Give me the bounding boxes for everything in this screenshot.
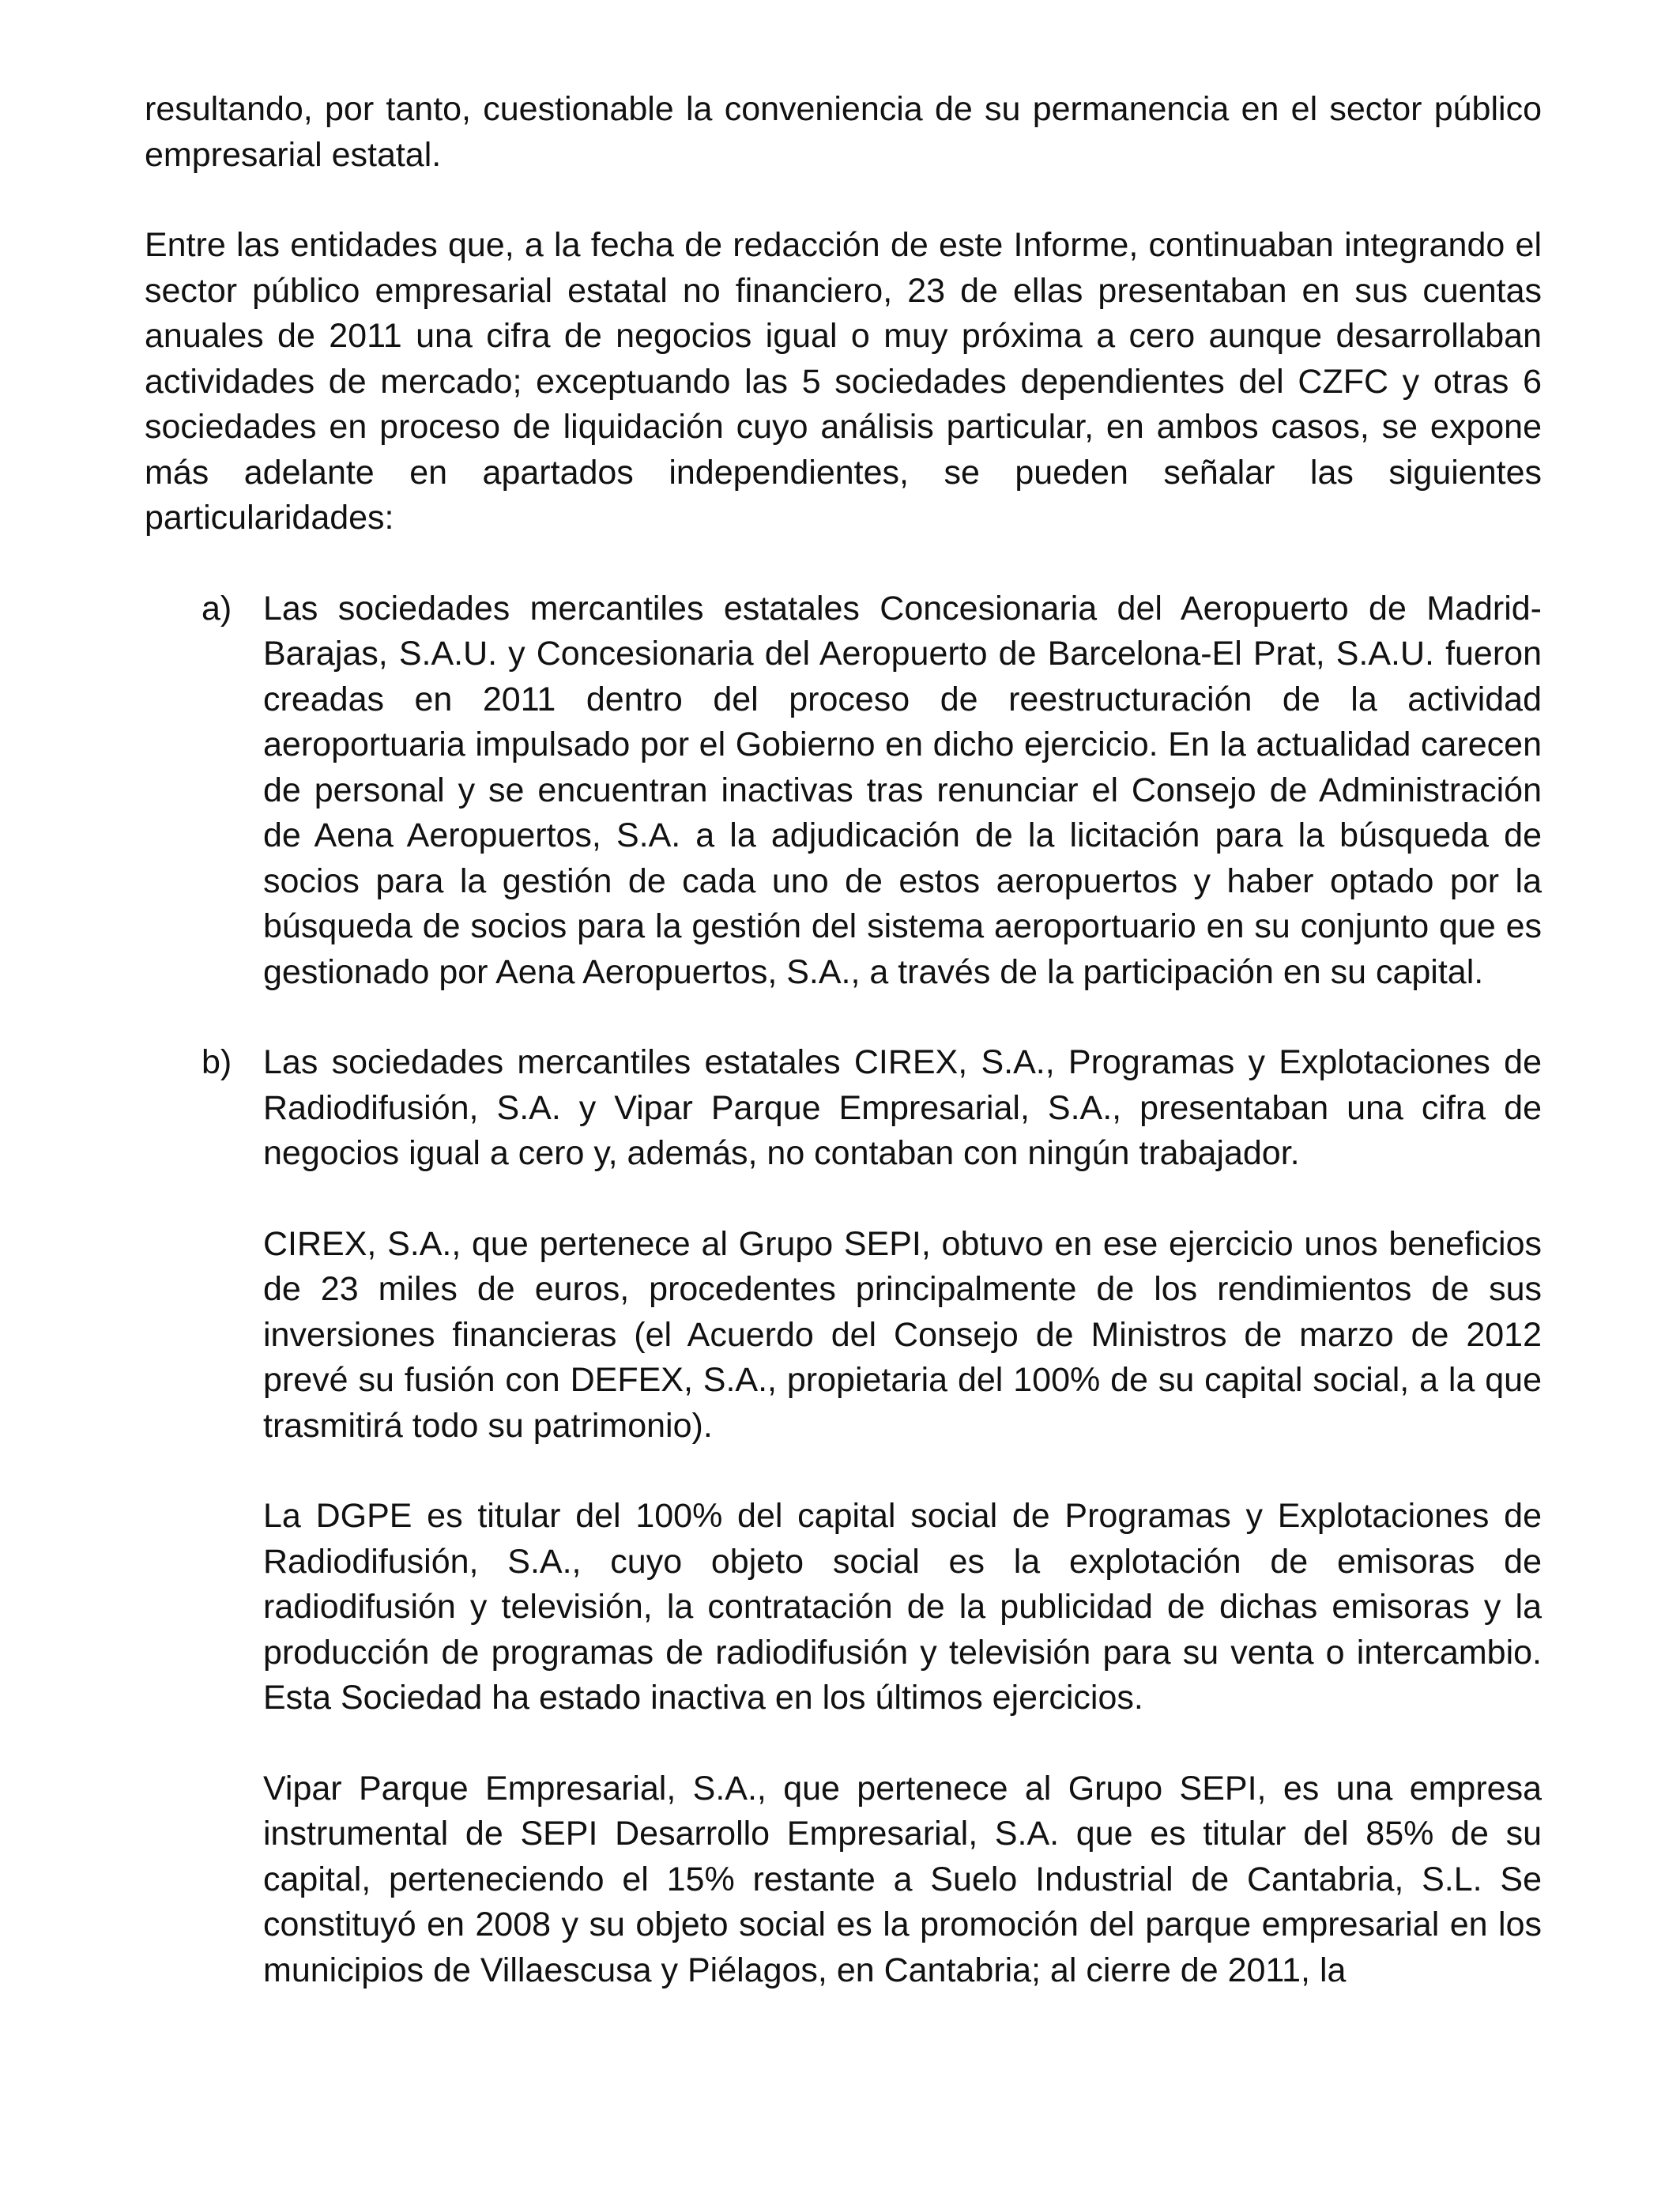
paragraph-sociedades-sin-negocio: Las sociedades mercantiles estatales CIREX, S.A., Programas y Explotaciones de Radiodifusión, S.A. y Vipar Parque Empresarial, S.A., presentaban una cifra de negocios igual a cero y, además, no contaban con ningún trabajador. <box>263 1043 1542 1172</box>
list-item-body <box>263 1040 1542 1993</box>
particularities-list <box>145 586 1542 1994</box>
paragraph-entities: Entre las entidades que, a la fecha de redacción de este Informe, continuaban integrando el sector público empresarial estatal no financiero, 23 de ellas presentaban en sus cuentas anuales de 2011 una cifra de negocios igual o muy próxima a cero aunque desarrollaban actividades de mercado; exceptuando las 5 sociedades dependientes del CZFC y otras 6 sociedades en proceso de liquidación cuyo análisis particular, en ambos casos, se expone más adelante en apartados independientes, se pueden señalar las siguientes particularidades: <box>145 226 1542 537</box>
list-item-a <box>145 586 1542 996</box>
list-marker: b) <box>202 1043 232 1081</box>
paragraph-concesionarias: Las sociedades mercantiles estatales Concesionaria del Aeropuerto de Madrid-Barajas, S.A.U. y Concesionaria del Aeropuerto de Barcelona-El Prat, S.A.U. fueron creadas en 2011 dentro del proceso de reestructuración de la actividad aeroportuaria impulsado por el Gobierno en dicho ejercicio. En la actualidad carecen de personal y se encuentran inactivas tras renunciar el Consejo de Administración de Aena Aeropuertos, S.A. a la adjudicación de la licitación para la búsqueda de socios para la gestión de cada uno de estos aeropuertos y haber optado por la búsqueda de socios para la gestión del sistema aeroportuario en su conjunto que es gestionado por Aena Aeropuertos, S.A., a través de la participación en su capital. <box>263 589 1542 991</box>
paragraph-cirex: CIREX, S.A., que pertenece al Grupo SEPI, obtuvo en ese ejercicio unos beneficios de 23 miles de euros, procedentes principalmente de los rendimientos de sus inversiones financieras (el Acuerdo del Consejo de Ministros de marzo de 2012 prevé su fusión con DEFEX, S.A., propietaria del 100% de su capital social, a la que trasmitirá todo su patrimonio). <box>263 1224 1542 1445</box>
list-marker: a) <box>202 589 232 628</box>
paragraph-intro: resultando, por tanto, cuestionable la conveniencia de su permanencia en el sector público empresarial estatal. <box>145 90 1542 174</box>
list-item-body <box>263 586 1542 996</box>
paragraph-vipar: Vipar Parque Empresarial, S.A., que pertenece al Grupo SEPI, es una empresa instrumental de SEPI Desarrollo Empresarial, S.A. que es titular del 85% de su capital, perteneciendo el 15% restante a Suelo Industrial de Cantabria, S.L. Se constituyó en 2008 y su objeto social es la promoción del parque empresarial en los municipios de Villaescusa y Piélagos, en Cantabria; al cierre de 2011, la <box>263 1769 1542 1989</box>
document-page <box>145 87 1542 1993</box>
list-item-b <box>145 1040 1542 1993</box>
paragraph-radiodifusion: La DGPE es titular del 100% del capital social de Programas y Explotaciones de Radiodifusión, S.A., cuyo objeto social es la explotación de emisoras de radiodifusión y televisión, la contratación de la publicidad de dichas emisoras y la producción de programas de radiodifusión y televisión para su venta o intercambio. Esta Sociedad ha estado inactiva en los últimos ejercicios. <box>263 1497 1542 1717</box>
